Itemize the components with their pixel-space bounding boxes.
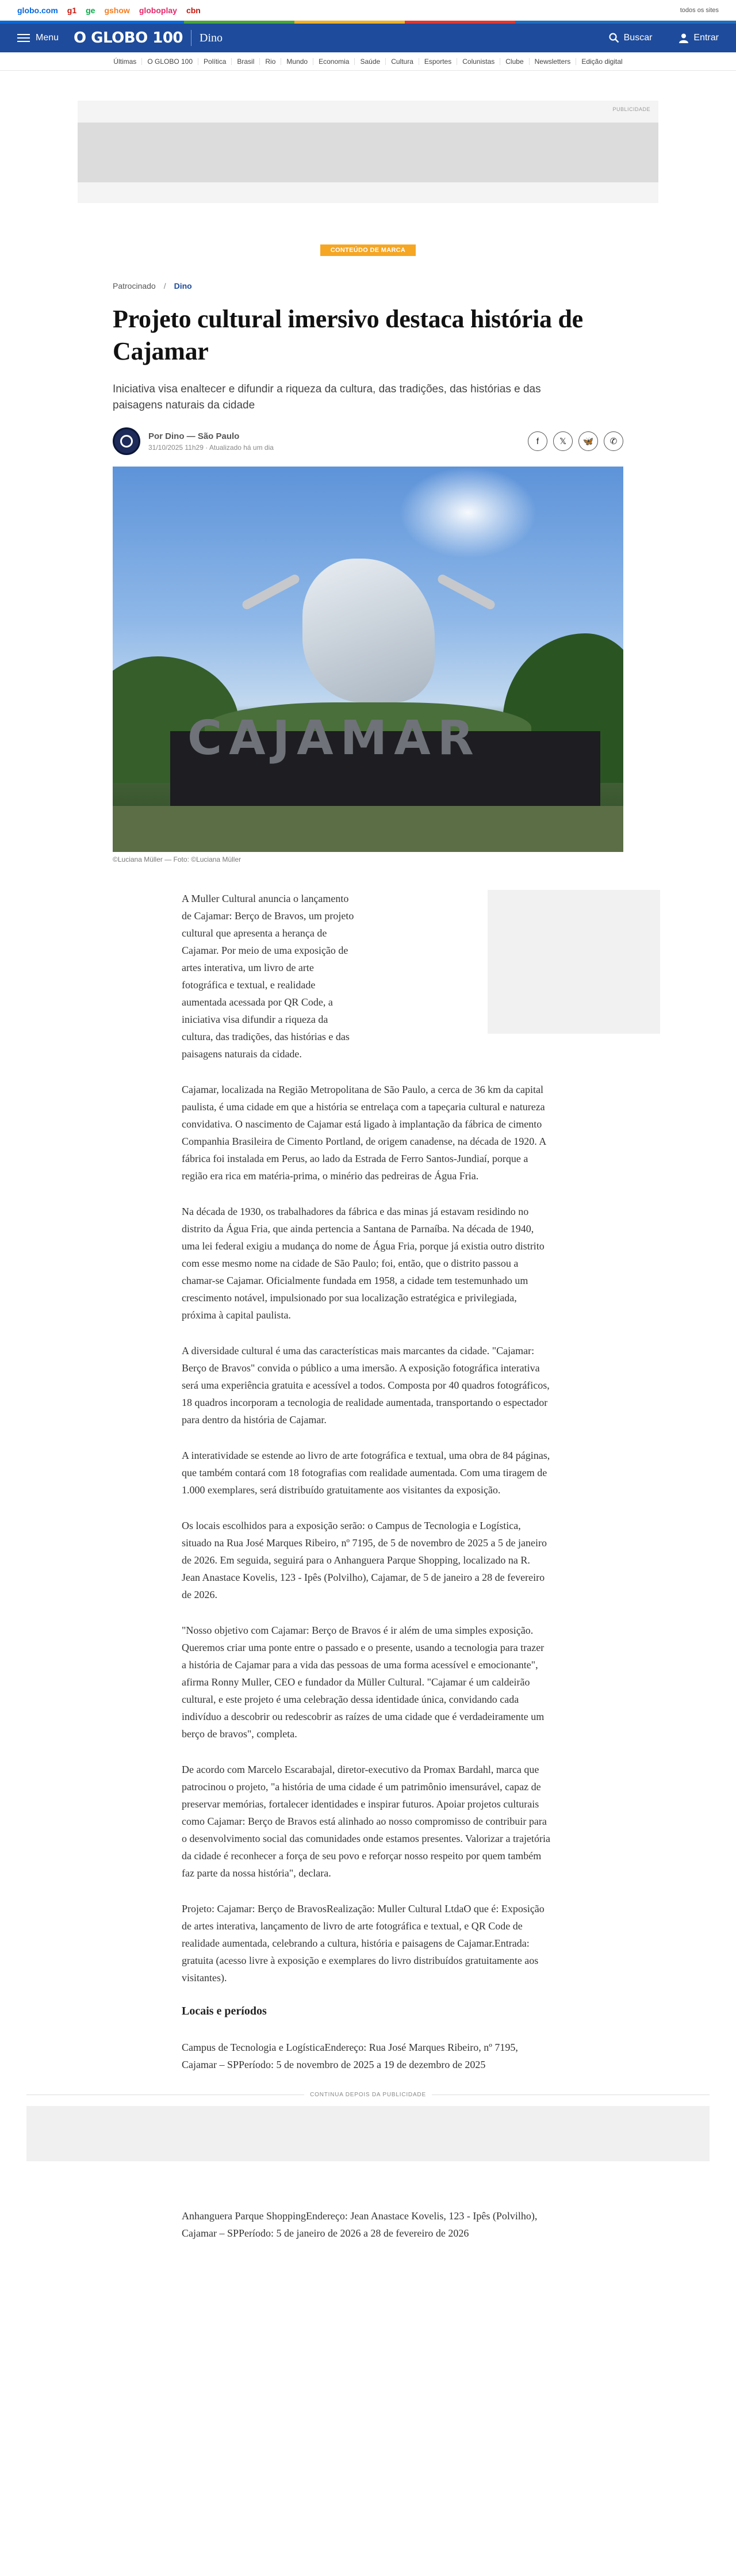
nav-colunistas[interactable]: Colunistas bbox=[457, 58, 500, 65]
site-header bbox=[0, 24, 736, 52]
login-button[interactable] bbox=[678, 33, 719, 43]
locais-heading: Locais e períodos bbox=[182, 2005, 267, 2017]
user-icon bbox=[678, 33, 689, 43]
nav-esportes[interactable]: Esportes bbox=[419, 58, 457, 65]
nav-rio[interactable]: Rio bbox=[260, 58, 281, 65]
all-sites-link[interactable]: todos os sites bbox=[680, 6, 719, 14]
nav-edicao-digital[interactable]: Edição digital bbox=[581, 57, 623, 66]
breadcrumb bbox=[113, 281, 623, 291]
paragraph-2: Cajamar, localizada na Região Metropolitana de São Paulo, a cerca de 36 km da capital paulista, é uma cidade em que a história se entrelaça com a tapeçaria cultural e natureza convidativa. O nascimento de Cajamar está ligado à implantação da fábrica de cimento Companhia Brasileira de Cimento Portland, de origem canadense, na década de 1920. A fábrica foi instalada em Perus, ao lado da Estrada de Ferro Santos-Jundiaí, porque a região era rica em matéria-prima, o minério das pedreiras de Água Fria. bbox=[182, 1084, 546, 1182]
branded-content-badge: CONTEÚDO DE MARCA bbox=[320, 244, 416, 256]
x-share-icon[interactable]: 𝕏 bbox=[553, 431, 573, 451]
author-avatar bbox=[113, 427, 140, 455]
menu-label: Menu bbox=[36, 33, 59, 43]
crumb-sponsored: Patrocinado bbox=[113, 281, 156, 291]
link-globoplay[interactable]: globoplay bbox=[139, 5, 177, 15]
mid-ad-banner[interactable] bbox=[26, 2106, 710, 2161]
bluesky-share-icon[interactable]: 🦋 bbox=[578, 431, 598, 451]
nav-mundo[interactable]: Mundo bbox=[281, 58, 313, 65]
link-cbn[interactable]: cbn bbox=[186, 5, 201, 15]
facebook-share-icon[interactable]: f bbox=[528, 431, 547, 451]
article-body bbox=[182, 890, 551, 2073]
ad-label: PUBLICIDADE bbox=[612, 106, 650, 112]
local-1: Campus de Tecnologia e LogísticaEndereço: Rua José Marques Ribeiro, nº 7195, Cajamar – SPPeríodo: 5 de novembro de 2025 a 19 de dezembro de 2025 bbox=[182, 2042, 518, 2070]
nav-saude[interactable]: Saúde bbox=[355, 58, 386, 65]
inline-ad-slot[interactable] bbox=[488, 890, 660, 1034]
article-body-continued bbox=[182, 2207, 551, 2242]
globo-sites-bar bbox=[0, 0, 736, 21]
search-label: Buscar bbox=[623, 33, 653, 43]
paragraph-9: Projeto: Cajamar: Berço de BravosRealização: Muller Cultural LtdaO que é: Exposição de artes interativa, lançamento de livro de arte fotográfica e textual, e QR Code de realidade aumentada, celebrando a cultura, história e paisagens de Cajamar.Entrada: gratuita (acesso livre à exposição e exemplares do livro distribuídos gratuitamente aos visitantes). bbox=[182, 1903, 545, 1983]
paragraph-5: A interatividade se estende ao livro de arte fotográfica e textual, uma obra de 84 páginas, que também contará com 18 fotografias com realidade aumentada. Com uma tiragem de 1.000 exemplares, será distribuído gratuitamente aos visitantes da exposição. bbox=[182, 1450, 550, 1496]
article-title: Projeto cultural imersivo destaca história de Cajamar bbox=[113, 305, 583, 365]
site-logo[interactable]: O GLOBO 100 bbox=[74, 29, 183, 47]
article-photo bbox=[113, 467, 623, 852]
nav-oglobo100[interactable]: O GLOBO 100 bbox=[142, 58, 198, 65]
top-ad-slot bbox=[78, 101, 658, 203]
nav-politica[interactable]: Política bbox=[198, 58, 232, 65]
paragraph-1: A Muller Cultural anuncia o lançamento de Cajamar: Berço de Bravos, um projeto cultural que apresenta a herança de Cajamar. Por meio de uma exposição de artes interativa, um livro de arte fotográfica e textual, e realidade aumentada acessada por QR Code, a iniciativa visa difundir a riqueza da cultura, das tradições, das histórias e das paisagens naturais da cidade. bbox=[182, 893, 354, 1060]
nav-clube[interactable]: Clube bbox=[500, 58, 529, 65]
nav-ultimas[interactable]: Últimas bbox=[108, 58, 142, 65]
nav-brasil[interactable]: Brasil bbox=[232, 58, 260, 65]
paragraph-6: Os locais escolhidos para a exposição serão: o Campus de Tecnologia e Logística, situado na Rua José Marques Ribeiro, nº 7195, de 5 de novembro de 2025 a 5 de janeiro de 2026. Em seguida, seguirá para o Anhanguera Parque Shopping, localizado na R. Jean Anastace Kovelis, 123 - Ipês (Polvilho), Cajamar, de 5 de janeiro a 28 de fevereiro de 2026. bbox=[182, 1520, 547, 1600]
mid-ad-label: CONTINUA DEPOIS DA PUBLICIDADE bbox=[310, 2092, 426, 2098]
section-nav bbox=[0, 52, 736, 71]
search-button[interactable] bbox=[609, 33, 653, 43]
link-globo-com[interactable]: globo.com bbox=[17, 5, 58, 15]
photo-caption: ©Luciana Müller — Foto: ©Luciana Müller bbox=[113, 855, 241, 863]
crumb-section[interactable]: Dino bbox=[174, 281, 192, 291]
paragraph-8: De acordo com Marcelo Escarabajal, diretor-executivo da Promax Bardahl, marca que patrocinou o projeto, "a história de uma cidade é um patrimônio imensurável, capaz de preservar memórias, fortalecer identidades e inspirar futuros. Apoiar projetos culturais como Cajamar: Berço de Bravos está alinhado ao nosso compromisso de contribuir para o desenvolvimento social das comunidades onde estamos presentes. Valorizar a trajetória da cidade é reconhecer a força de seu povo e reforçar nosso respeito por quem também faz parte da nossa história", declara. bbox=[182, 1764, 550, 1879]
hamburger-icon bbox=[17, 34, 30, 42]
article-subtitle: Iniciativa visa enaltecer e difundir a riqueza da cultura, das tradições, das histórias e das paisagens naturais da cidade bbox=[113, 383, 541, 411]
whatsapp-share-icon[interactable]: ✆ bbox=[604, 431, 623, 451]
author-name[interactable]: Por Dino — São Paulo bbox=[148, 431, 240, 441]
article bbox=[113, 281, 623, 863]
sculpture bbox=[302, 559, 435, 702]
share-buttons bbox=[528, 431, 623, 451]
publish-date: 31/10/2025 11h29 · Atualizado há um dia bbox=[148, 443, 274, 452]
paragraph-3: Na década de 1930, os trabalhadores da fábrica e das minas já estavam residindo no distrito da Água Fria, que ainda pertencia a Santana de Parnaíba. Na década de 1940, uma lei federal exigiu a mudança do nome de Água Fria, porque já existia outro distrito com esse mesmo nome na cidade de São Paulo; foi, então, que o distrito passou a chamar-se Cajamar. Oficialmente fundada em 1958, a cidade tem testemunhado um crescimento notável, impulsionado por sua localização estratégica e privilegiada, próxima à capital paulista. bbox=[182, 1206, 545, 1321]
paragraph-7: "Nosso objetivo com Cajamar: Berço de Bravos é ir além de uma simples exposição. Queremos criar uma ponte entre o passado e o presente, usando a tecnologia para trazer a história de Cajamar para a vida das pessoas de uma forma acessível e emocionante", afirma Ronny Muller, CEO e fundador da Müller Cultural. "Cajamar é um caldeirão cultural, e este projeto é uma celebração dessa identidade única, convidando cada indivíduo a descobrir ou redescobrir as raízes de uma cidade que é verdadeiramente um berço de bravos", completa. bbox=[182, 1625, 545, 1740]
menu-button[interactable] bbox=[17, 33, 59, 43]
photo-sign-text: CAJAMAR bbox=[187, 711, 481, 766]
byline bbox=[113, 427, 623, 455]
link-ge[interactable]: ge bbox=[86, 5, 95, 15]
crumb-separator: / bbox=[163, 281, 166, 291]
nav-cultura[interactable]: Cultura bbox=[386, 58, 419, 65]
login-label: Entrar bbox=[693, 33, 719, 43]
ad-banner[interactable] bbox=[78, 123, 658, 182]
local-2: Anhanguera Parque ShoppingEndereço: Jean Anastace Kovelis, 123 - Ipês (Polvilho), Cajamar – SPPeríodo: 5 de janeiro de 2026 a 28 de fevereiro de 2026 bbox=[182, 2210, 538, 2239]
search-icon bbox=[609, 33, 619, 43]
paragraph-4: A diversidade cultural é uma das características mais marcantes da cidade. "Cajamar: Berço de Bravos" convida o público a uma imersão. A exposição fotográfica interativa será uma experiência gratuita e acessível a todos. Composta por 40 quadros fotográficos, 18 quadros incorporam a tecnologia de realidade aumentada, transportando o espectador para dentro da história de Cajamar. bbox=[182, 1345, 550, 1425]
nav-newsletters[interactable]: Newsletters bbox=[530, 58, 577, 65]
section-name[interactable]: Dino bbox=[200, 31, 223, 44]
mid-ad-slot bbox=[26, 2092, 710, 2161]
nav-economia[interactable]: Economia bbox=[313, 58, 355, 65]
link-gshow[interactable]: gshow bbox=[104, 5, 130, 15]
link-g1[interactable]: g1 bbox=[67, 5, 77, 15]
